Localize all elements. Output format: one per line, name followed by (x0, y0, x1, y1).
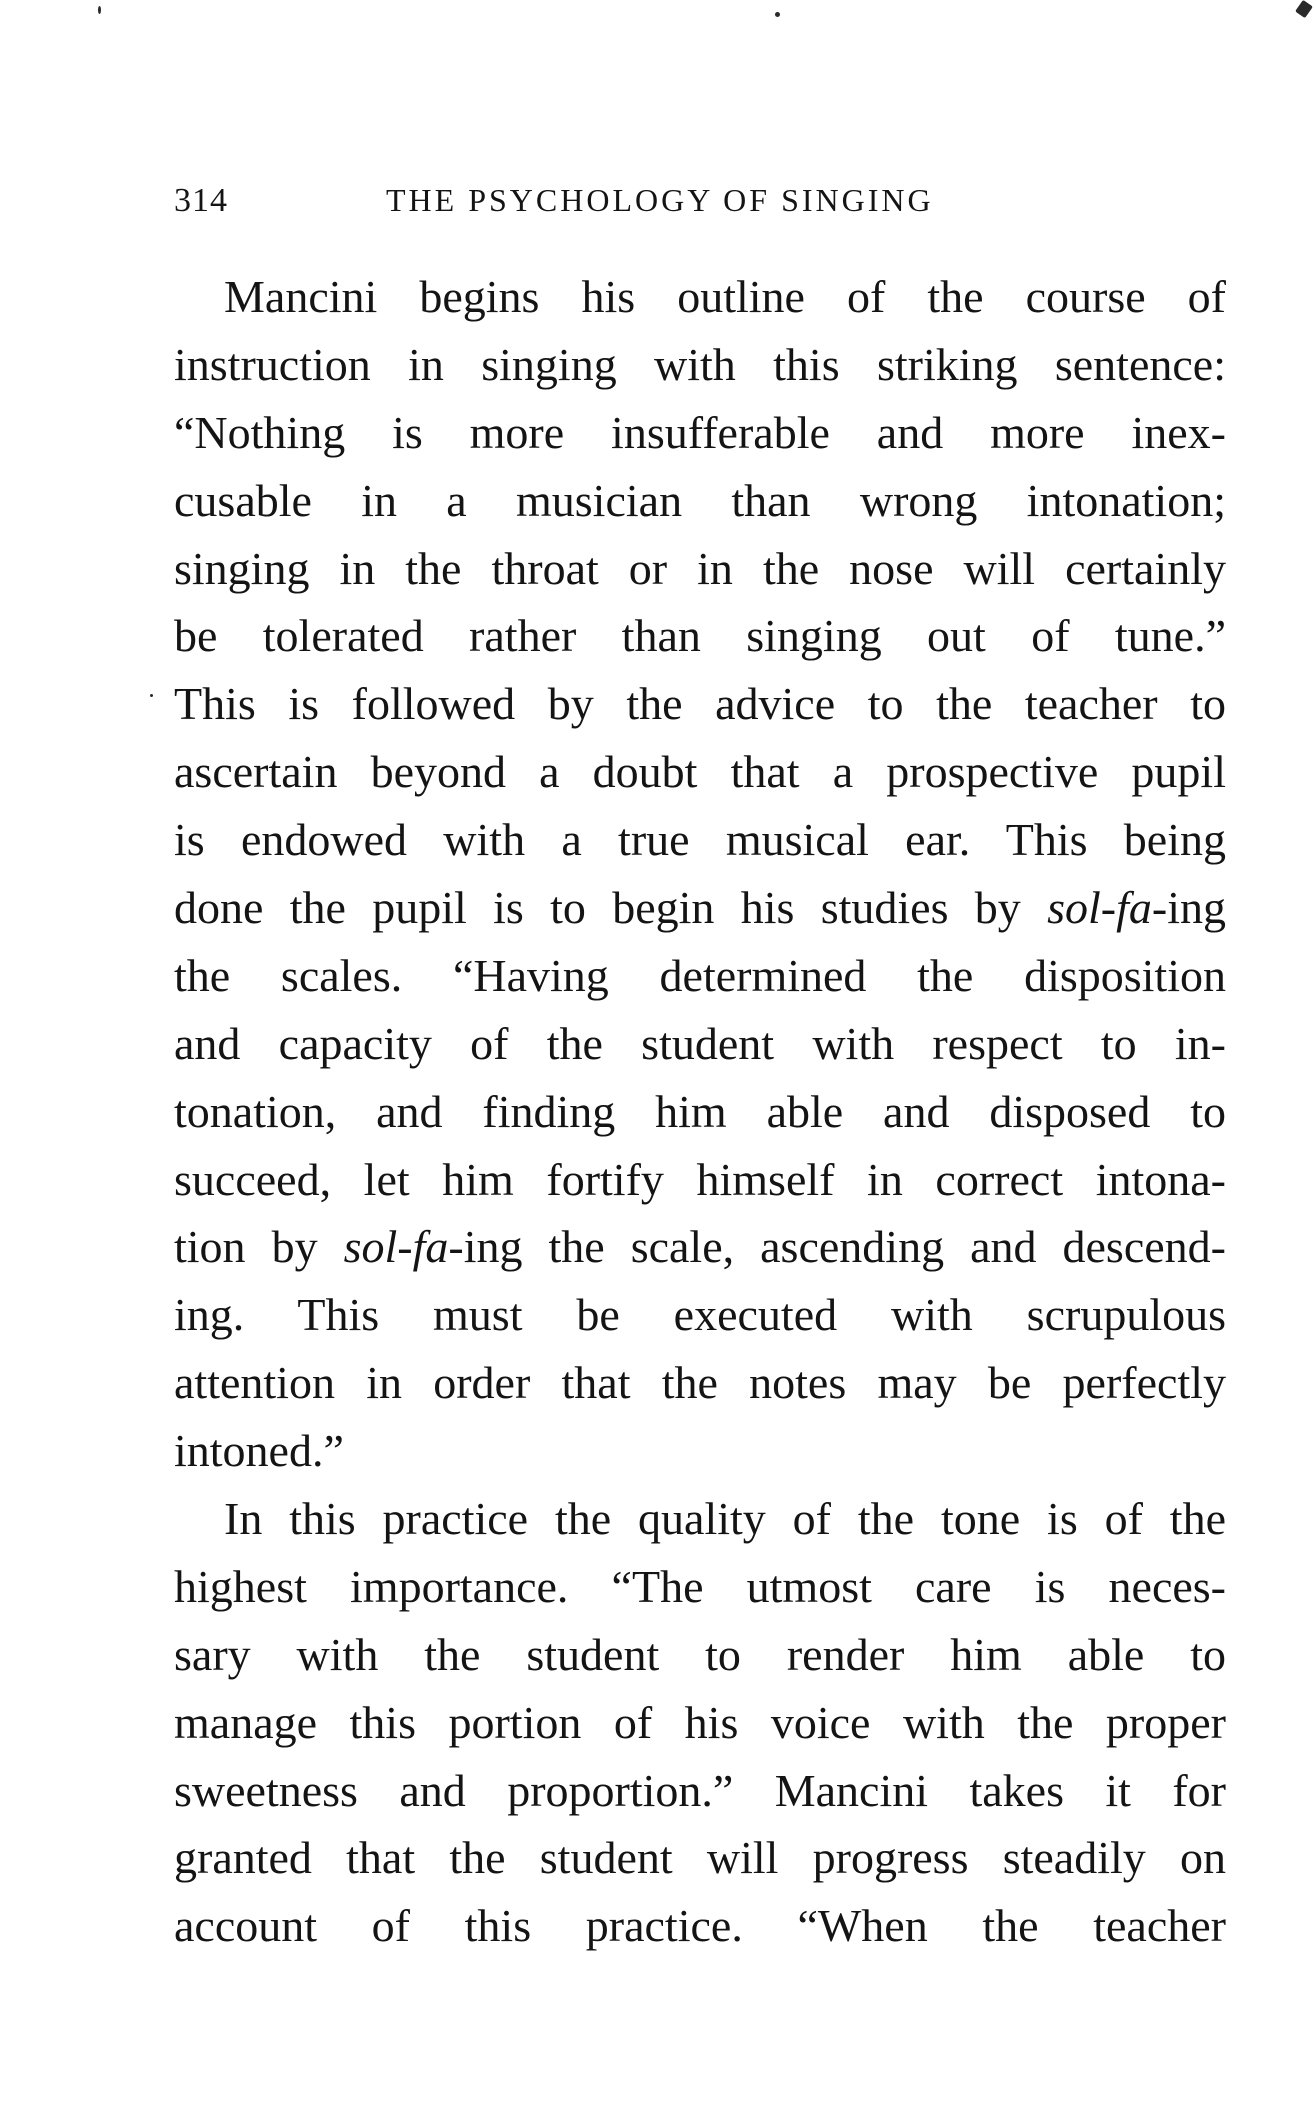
text-line: ascertain beyond a doubt that a prospective pupil (174, 746, 1226, 798)
text-line: account of this practice. “When the teacher (174, 1900, 1226, 1952)
running-title: THE PSYCHOLOGY OF SINGING (386, 182, 934, 218)
scan-speck (1295, 0, 1313, 18)
page-number: 314 (174, 182, 228, 219)
text-line: manage this portion of his voice with the proper (174, 1696, 1226, 1748)
italic-term: sol-fa (1047, 882, 1152, 934)
text-fragment: tion by (174, 1221, 344, 1273)
text-fragment: done the pupil is to begin his studies by (174, 882, 1048, 934)
text-line: sweetness and proportion.” Mancini takes it for (174, 1764, 1226, 1816)
scan-speck (775, 12, 780, 17)
text-line: “Nothing is more insufferable and more inex- (174, 406, 1226, 458)
text-line: instruction in singing with this striking sentence: (174, 338, 1226, 390)
text-fragment: -ing the scale, ascending and descend- (448, 1221, 1226, 1273)
text-line: is endowed with a true musical ear. This being (174, 814, 1226, 866)
text-fragment: -ing (1151, 882, 1226, 934)
text-line (174, 1213, 1226, 1281)
text-line: the scales. “Having determined the disposition (174, 949, 1226, 1001)
text-line: succeed, let him fortify himself in correct intona- (174, 1153, 1226, 1205)
text-line: In this practice the quality of the tone is of the (224, 1493, 1226, 1545)
text-line: and capacity of the student with respect to in- (174, 1017, 1226, 1069)
text-line: sary with the student to render him able to (174, 1628, 1226, 1680)
text-line: be tolerated rather than singing out of tune.” (174, 610, 1226, 662)
italic-term: sol-fa (343, 1221, 449, 1273)
text-line: Mancini begins his outline of the course of (224, 271, 1226, 322)
text-line: This is followed by the advice to the teacher to (174, 678, 1226, 730)
text-line: singing in the throat or in the nose will certainly (174, 542, 1226, 594)
scan-speck (150, 694, 153, 697)
text-line: attention in order that the notes may be perfectly (174, 1357, 1226, 1409)
running-head (174, 182, 1004, 226)
text-line (174, 874, 1226, 942)
text-line: cusable in a musician than wrong intonation; (174, 474, 1226, 526)
text-line: ing. This must be executed with scrupulous (174, 1289, 1226, 1341)
text-line: tonation, and finding him able and disposed to (174, 1085, 1226, 1137)
scan-speck (98, 6, 101, 14)
text-line: intoned.” (174, 1425, 344, 1477)
text-line: granted that the student will progress steadily on (174, 1832, 1226, 1884)
text-line: highest importance. “The utmost care is neces- (174, 1560, 1226, 1612)
body-text (174, 263, 1226, 1960)
